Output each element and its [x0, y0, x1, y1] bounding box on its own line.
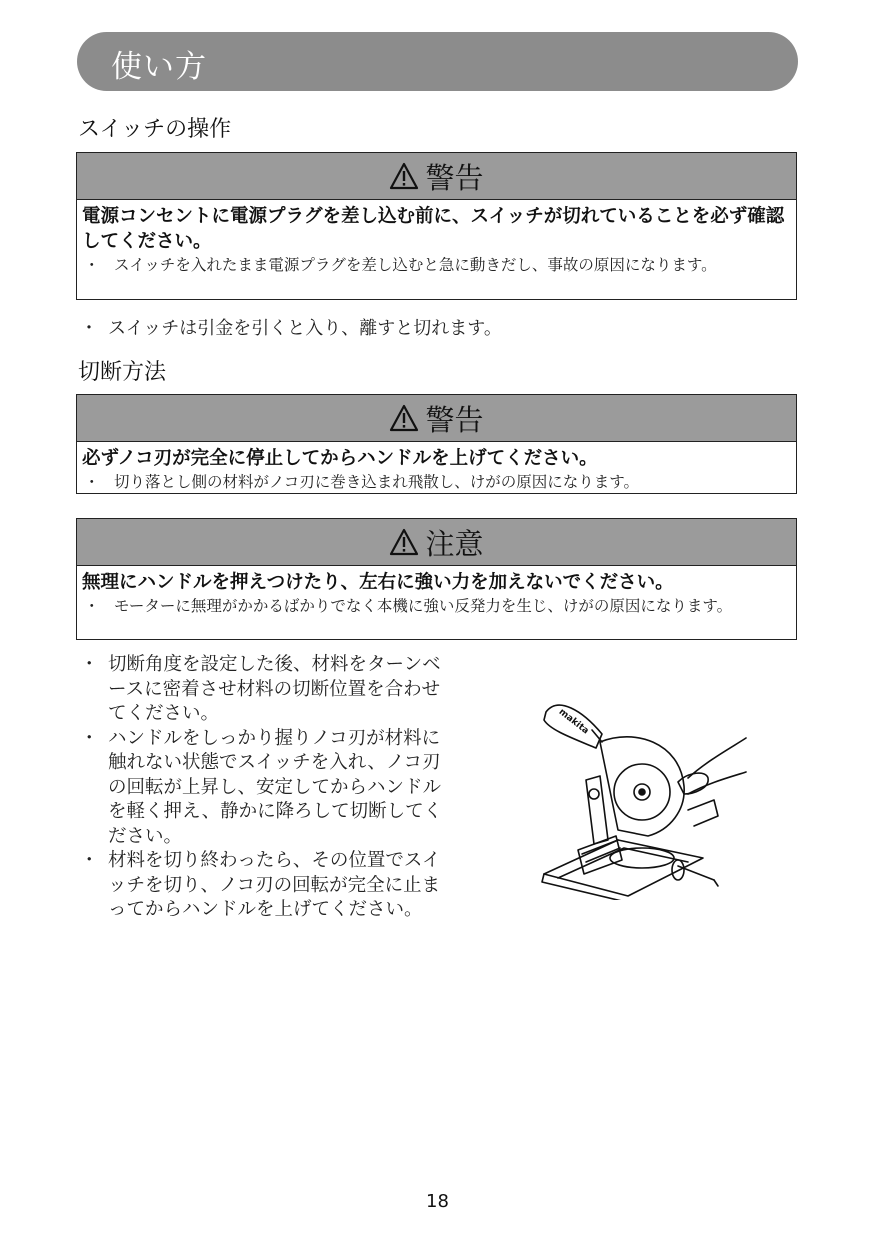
brand-logo-text: makita	[556, 707, 591, 737]
switch-bullet: ・ スイッチは引金を引くと入り、離すと切れます。	[80, 318, 502, 339]
caution-lead: 無理にハンドルを押えつけたり、左右に強い力を加えないでください。	[82, 572, 674, 593]
caution-box-header	[77, 519, 796, 566]
warning-box-switch	[76, 152, 797, 300]
warning-box-cutting	[76, 394, 797, 494]
warning-box-header	[77, 395, 796, 442]
bullet-mark: ・	[84, 256, 100, 274]
page-number: 18	[426, 1191, 449, 1212]
caution-label: 注意	[425, 526, 484, 561]
warning-note: ・ スイッチを入れたまま電源プラグを差し込むと急に動きだし、事故の原因になります。	[84, 256, 717, 274]
miter-saw-illustration	[538, 690, 748, 900]
warning-label: 警告	[425, 160, 484, 195]
warning-box-header	[77, 153, 796, 200]
page-title-bar	[77, 32, 798, 91]
warning-triangle-icon	[389, 528, 419, 556]
warning-note: ・ 切り落とし側の材料がノコ刃に巻き込まれ飛散し、けがの原因になります。	[84, 473, 639, 491]
section-heading-cutting: 切断方法	[78, 360, 167, 385]
warning-triangle-icon	[389, 404, 419, 432]
warning-lead: 必ずノコ刃が完全に停止してからハンドルを上げてください。	[82, 448, 598, 469]
list-item: ・ 材料を切り終わったら、その位置でスイッチを切り、ノコ刃の回転が完全に止まってからハンドルを上げてください。	[80, 850, 441, 920]
cutting-steps-list	[80, 653, 450, 923]
list-item: ・ ハンドルをしっかり握りノコ刃が材料に触れない状態でスイッチを入れ、ノコ刃の回転が上昇し、安定してからハンドルを軽く押え、静かに降ろして切断してください。	[80, 727, 443, 847]
section-heading-switch: スイッチの操作	[78, 117, 232, 142]
warning-lead: 電源コンセントに電源プラグを差し込む前に、スイッチが切れていることを必ず確認してください。	[82, 206, 785, 252]
caution-box-cutting	[76, 518, 797, 640]
warning-label: 警告	[425, 402, 484, 437]
caution-note: ・ モーターに無理がかかるばかりでなく本機に強い反発力を生じ、けがの原因になります。	[84, 597, 733, 615]
page-title: 使い方	[111, 49, 207, 85]
warning-triangle-icon	[389, 162, 419, 190]
list-item: ・ 切断角度を設定した後、材料をターンベースに密着させ材料の切断位置を合わせてください。	[80, 654, 441, 724]
